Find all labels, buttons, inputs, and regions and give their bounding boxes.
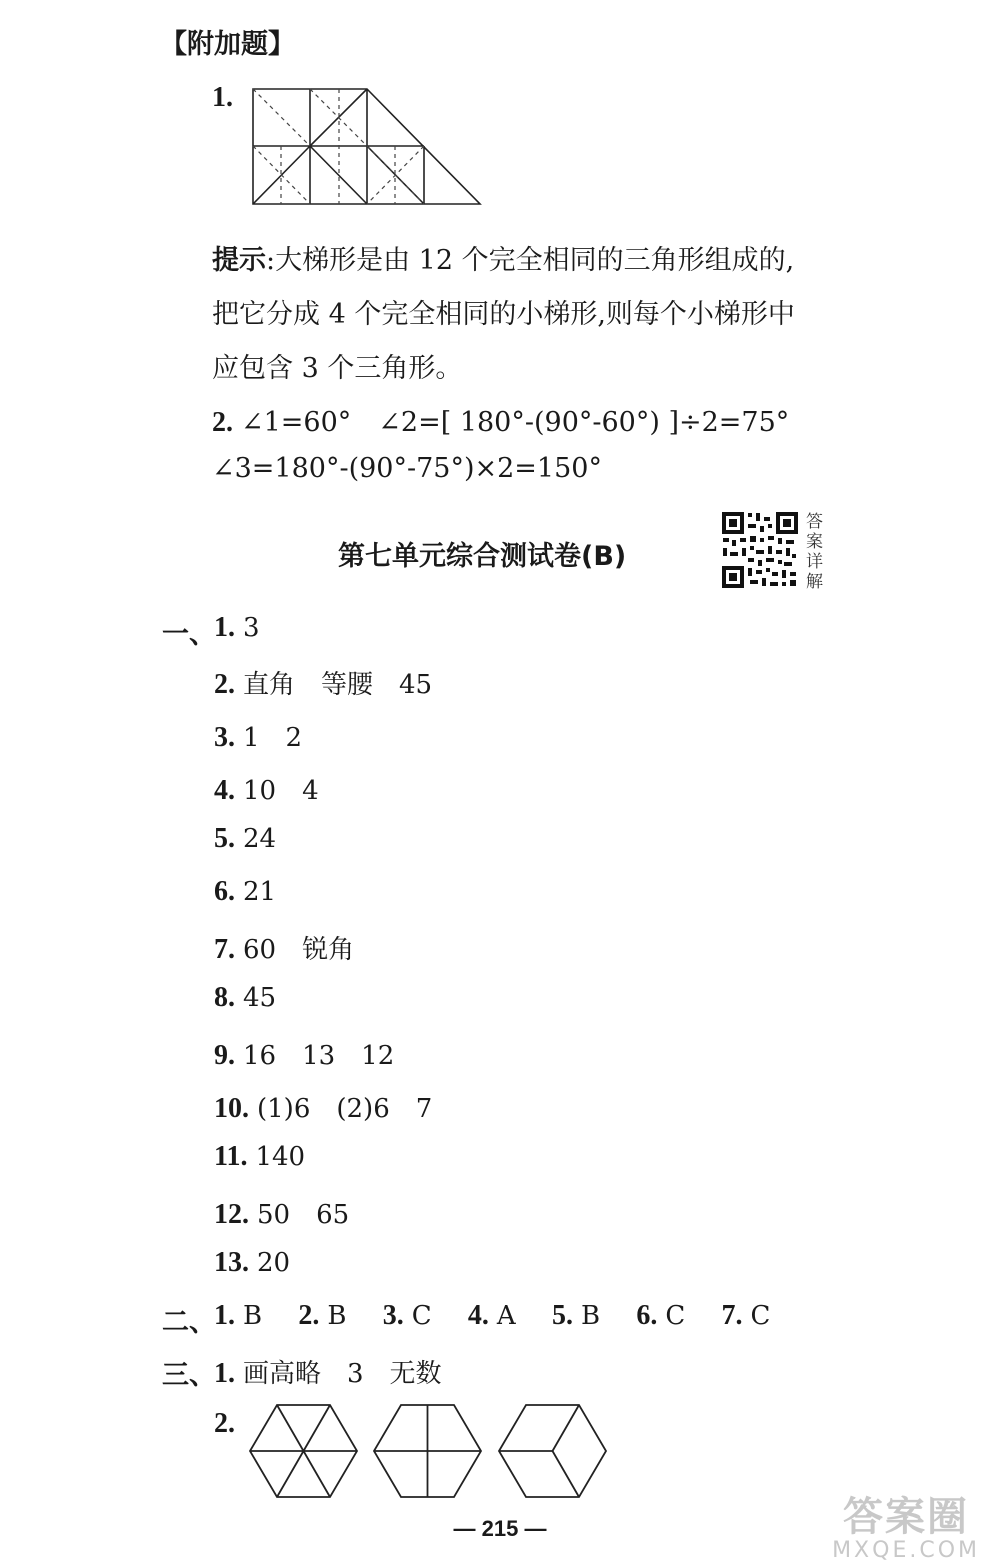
part2-item-4 xyxy=(468,1301,516,1331)
item-number: 2. xyxy=(214,1408,235,1439)
appendix-q1-label: 1. xyxy=(212,82,233,113)
part2-answers xyxy=(214,1300,770,1332)
hint-label: 提示 xyxy=(212,245,266,276)
item-number: 6. xyxy=(214,876,235,907)
part2-item-7 xyxy=(722,1301,771,1331)
item-answer: 21 xyxy=(243,877,277,907)
hexagon-six-triangles xyxy=(250,1405,357,1497)
item-number: 2. xyxy=(214,669,235,700)
part1-item-3 xyxy=(214,717,302,754)
item-answer: (1)6 (2)6 7 xyxy=(257,1094,433,1124)
item-number: 4. xyxy=(467,1300,489,1331)
item-answer: 直角 等腰 45 xyxy=(243,670,433,700)
part1-item-10 xyxy=(214,1088,432,1125)
item-answer: 24 xyxy=(243,824,277,854)
item-number: 6. xyxy=(636,1300,658,1331)
item-answer: C xyxy=(750,1301,771,1331)
hint-line-2: 把它分成 4 个完全相同的小梯形,则每个小梯形中 xyxy=(212,299,795,330)
part2-label: 二、 xyxy=(162,1307,216,1338)
item-answer: 140 xyxy=(255,1142,306,1172)
part1-item-11 xyxy=(214,1141,305,1173)
item-number: 5. xyxy=(551,1300,573,1331)
item-number: 1. xyxy=(214,612,235,643)
part1-item-6 xyxy=(214,876,276,908)
item-answer: 16 13 12 xyxy=(243,1041,395,1071)
part2-item-2 xyxy=(298,1301,346,1331)
item-answer: 45 xyxy=(243,983,277,1013)
appendix-heading: 【附加题】 xyxy=(160,29,295,60)
part3-label: 三、 xyxy=(162,1360,216,1391)
item-number: 2. xyxy=(298,1300,320,1331)
item-answer: B xyxy=(243,1301,263,1331)
page-number: — 215 — xyxy=(453,1516,547,1541)
item-number: 13. xyxy=(214,1247,249,1278)
item-answer: 画高略 3 无数 xyxy=(243,1359,442,1389)
item-answer: C xyxy=(665,1301,686,1331)
item-answer: 60 锐角 xyxy=(243,935,355,965)
item-number: 3. xyxy=(382,1300,404,1331)
item-answer: B xyxy=(327,1301,347,1331)
watermark-url: MXQE.COM xyxy=(832,1538,980,1563)
item-number: 9. xyxy=(214,1040,235,1071)
appendix-q2-line-2: ∠3=180°-(90°-75°)×2=150° xyxy=(212,453,602,484)
qr-caption: 答案详解 xyxy=(806,512,823,592)
trapezoid-figure xyxy=(250,86,485,208)
item-number: 4. xyxy=(214,775,235,806)
item-number: 7. xyxy=(721,1300,743,1331)
item-answer: 20 xyxy=(257,1248,291,1278)
item-number: 1. xyxy=(214,1300,235,1331)
part2-item-6 xyxy=(636,1301,685,1331)
part3-item-2 xyxy=(214,1408,243,1440)
part1-item-8 xyxy=(214,982,276,1014)
part1-item-5 xyxy=(214,823,276,855)
hint-line-1 xyxy=(212,238,794,277)
item-answer: 50 65 xyxy=(257,1200,350,1230)
part1-item-1 xyxy=(214,612,260,644)
part2-item-1 xyxy=(214,1301,262,1331)
hexagon-three-rhombi xyxy=(499,1405,606,1497)
item-answer: A xyxy=(496,1301,516,1331)
test-title: 第七单元综合测试卷(B) xyxy=(338,541,627,572)
part1-item-2 xyxy=(214,664,432,701)
item-answer: C xyxy=(411,1301,432,1331)
hint-text-1: :大梯形是由 12 个完全相同的三角形组成的, xyxy=(266,245,795,276)
qr-code-icon[interactable] xyxy=(720,510,800,590)
appendix-q2-label: 2. xyxy=(212,407,233,438)
appendix-q2-text-1: ∠1=60° ∠2=[ 180°-(90°-60°) ]÷2=75° xyxy=(241,407,790,438)
part2-item-3 xyxy=(383,1301,432,1331)
item-answer: 10 4 xyxy=(243,776,319,806)
item-number: 12. xyxy=(214,1199,249,1230)
part2-item-5 xyxy=(552,1301,600,1331)
item-number: 11. xyxy=(214,1141,248,1172)
watermark xyxy=(832,1495,980,1563)
part1-label: 一、 xyxy=(162,619,216,650)
item-answer: 1 2 xyxy=(243,723,303,753)
appendix-q2-line-1 xyxy=(212,400,789,439)
part1-item-7 xyxy=(214,929,354,966)
part1-item-13 xyxy=(214,1247,290,1279)
hexagon-figures xyxy=(244,1402,614,1502)
part1-item-4 xyxy=(214,770,319,807)
item-answer: B xyxy=(580,1301,601,1331)
part1-item-12 xyxy=(214,1194,349,1231)
item-answer: 3 xyxy=(243,613,260,643)
item-number: 8. xyxy=(214,982,235,1013)
hint-line-3: 应包含 3 个三角形。 xyxy=(212,353,463,384)
part3-item-1 xyxy=(214,1353,442,1390)
hexagon-four-parts xyxy=(374,1405,481,1497)
item-number: 3. xyxy=(214,722,235,753)
part1-item-9 xyxy=(214,1035,394,1072)
item-number: 1. xyxy=(214,1358,235,1389)
item-number: 5. xyxy=(214,823,235,854)
watermark-logo: 答案圈 xyxy=(843,1494,970,1540)
item-number: 10. xyxy=(214,1093,249,1124)
item-number: 7. xyxy=(214,934,235,965)
